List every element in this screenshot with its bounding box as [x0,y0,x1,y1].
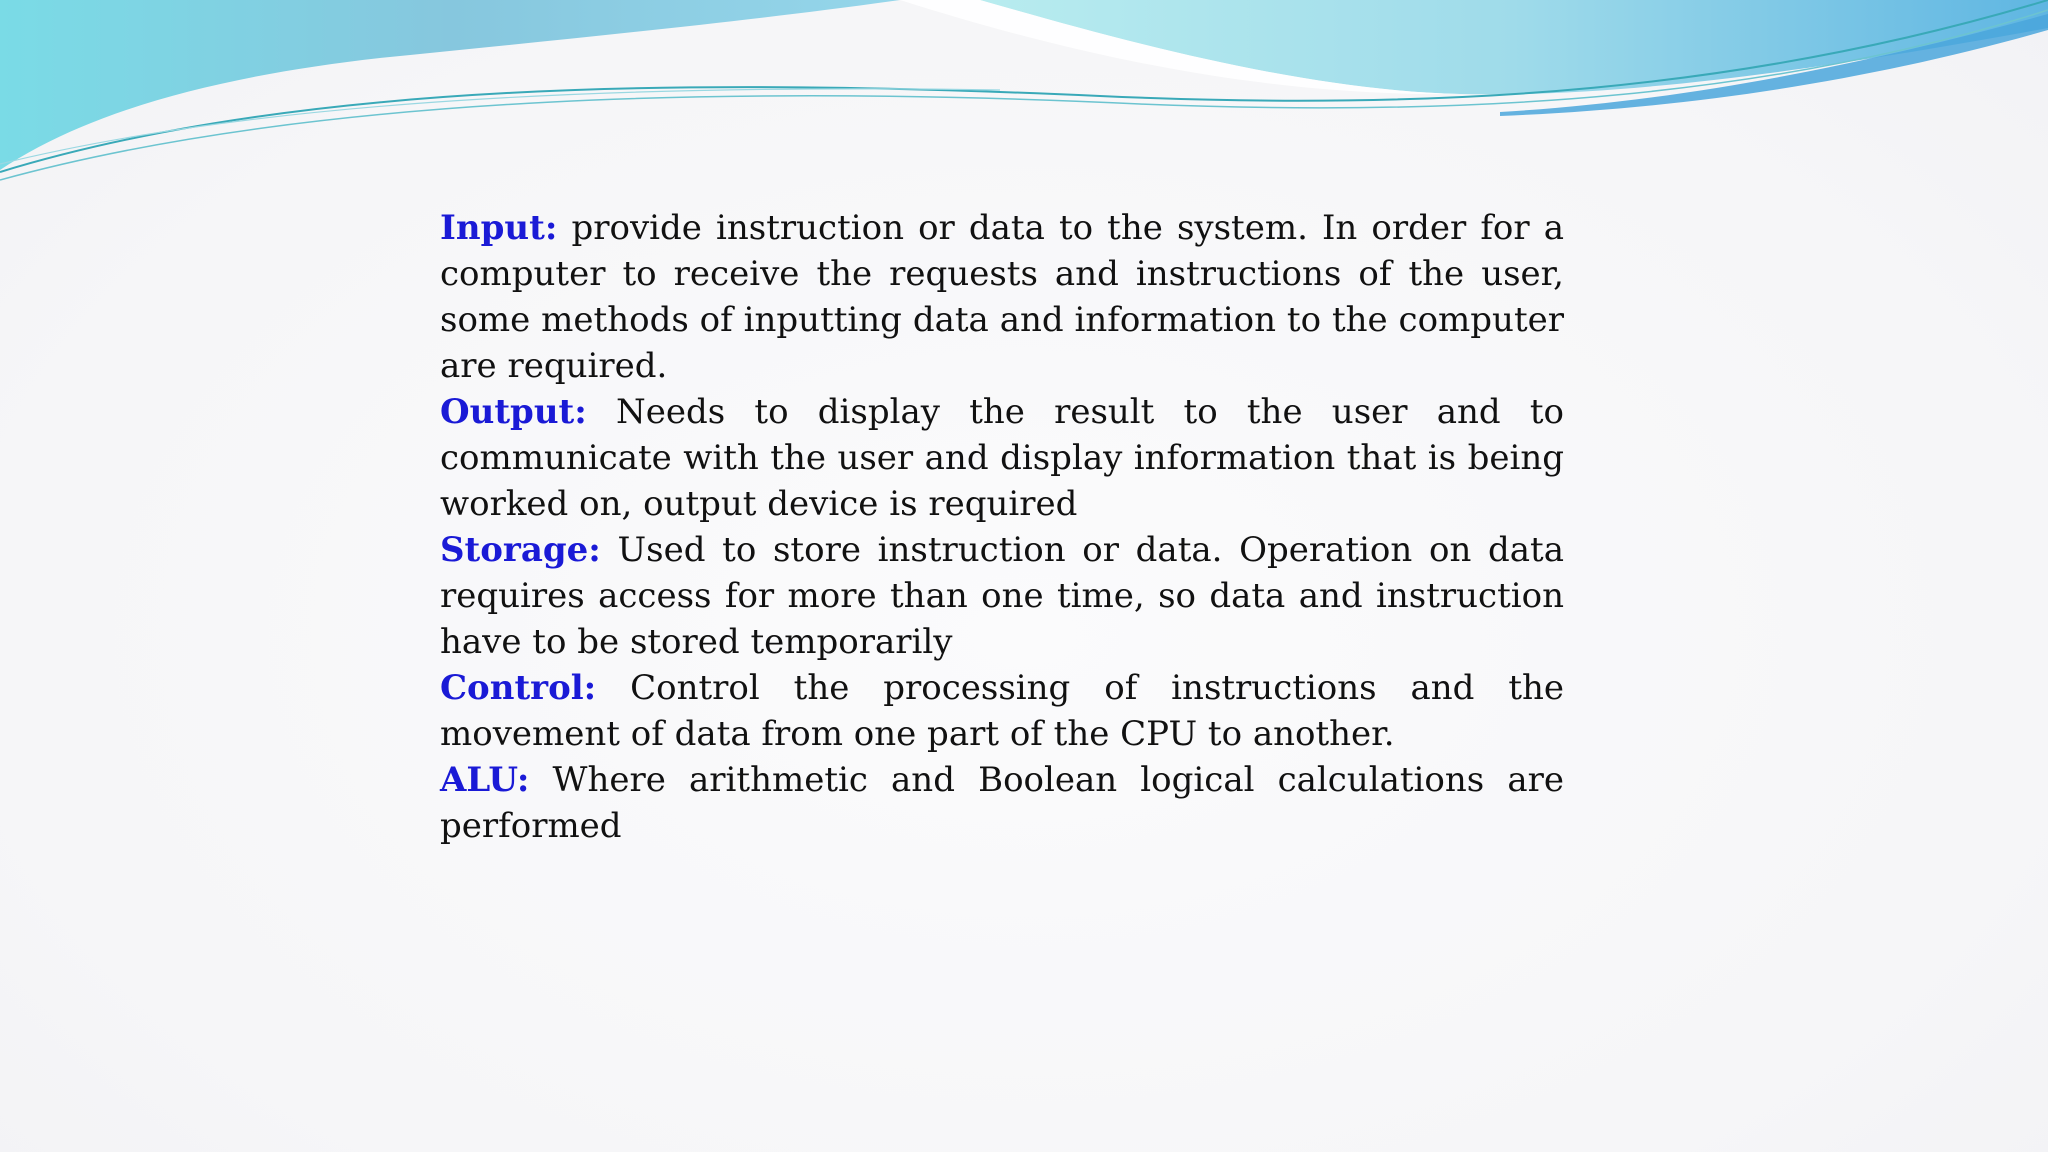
definition-alu: Where arithmetic and Boolean logical calculations are performed [440,760,1564,846]
paragraph-input [440,205,1564,389]
content-body [440,205,1564,849]
paragraph-output [440,389,1564,527]
definition-input: provide instruction or data to the system. In order for a computer to receive the requests and instructions of the user, some methods of inputting data and information to the computer are required. [440,208,1564,386]
paragraph-alu [440,757,1564,849]
paragraph-control [440,665,1564,757]
term-storage: Storage: [440,530,601,570]
definition-output: Needs to display the result to the user and to communicate with the user and display information that is being worked on, output device is required [440,392,1564,524]
term-control: Control: [440,668,597,708]
definition-storage: Used to store instruction or data. Operation on data requires access for more than one time, so data and instruction have to be stored temporarily [440,530,1564,662]
definition-control: Control the processing of instructions and the movement of data from one part of the CPU to another. [440,668,1564,754]
term-input: Input: [440,208,558,248]
header-wave-decoration [0,0,2048,200]
term-alu: ALU: [440,760,530,800]
paragraph-storage [440,527,1564,665]
term-output: Output: [440,392,587,432]
